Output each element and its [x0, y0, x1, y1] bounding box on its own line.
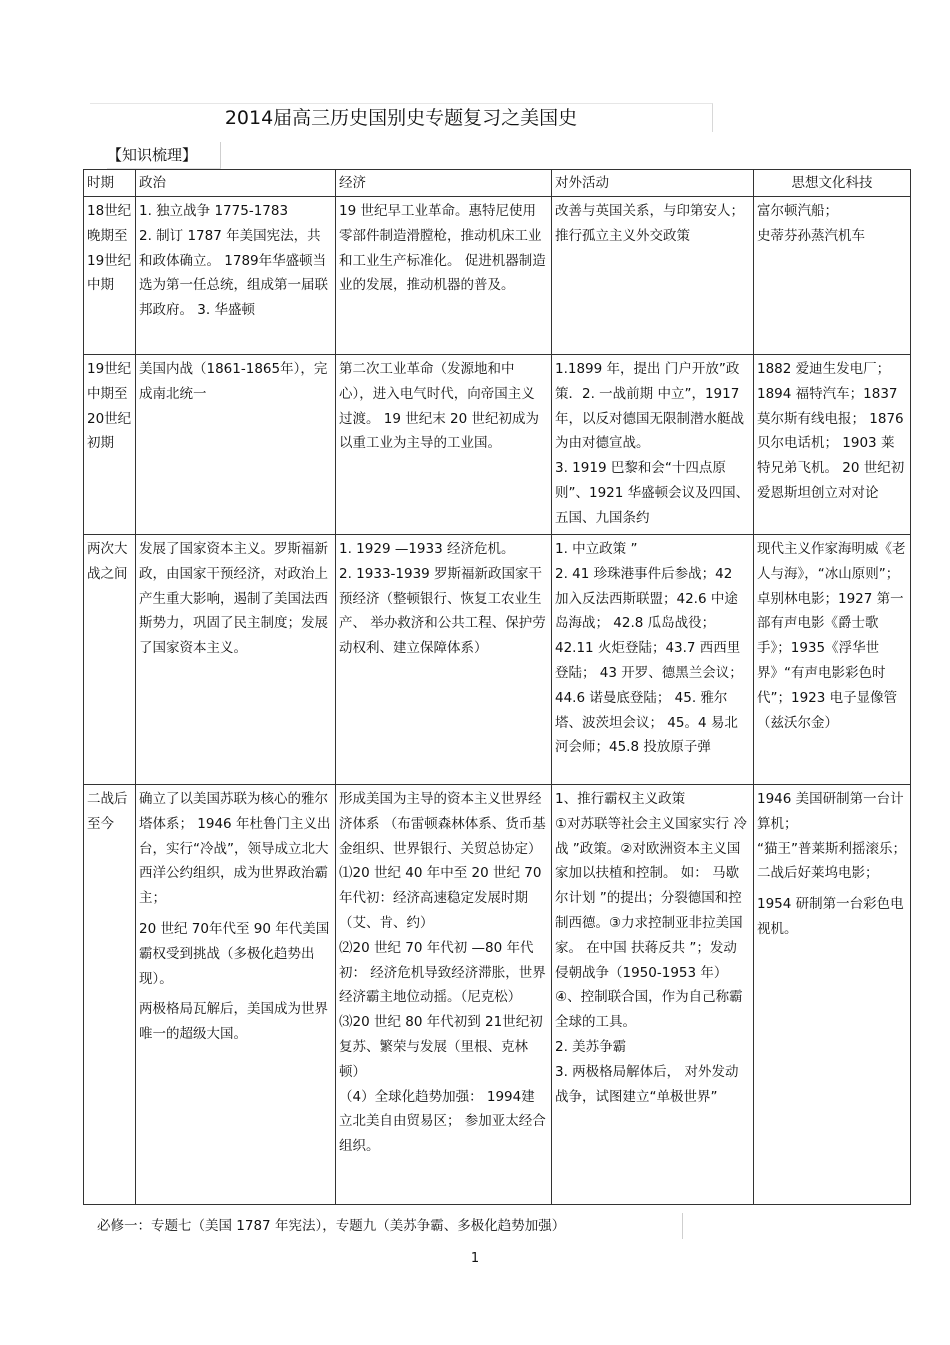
header-politics: 政治 — [136, 170, 336, 197]
cell-text: 1954 研制第一台彩色电视机。 — [757, 896, 904, 937]
period-cell: 两次大战之间 — [84, 535, 136, 785]
cell-text: 形成美国为主导的资本主义世界经济体系 （布雷顿森林体系、货币基金组织、世界银行、关贸总协定） — [339, 791, 546, 857]
cell-text: 1.1899 年，提出 门户开放”政策．2. 一战前期 中立”，1917 年，以反对德国无限制潜水艇战为由对德宣战。 — [555, 361, 744, 452]
header-economy: 经济 — [336, 170, 552, 197]
cell-text: 1946 美国研制第一台计算机； — [757, 791, 904, 832]
cell-text: 改善与英国关系，与印第安人；推行孤立主义外交政策 — [555, 203, 744, 244]
header-period: 时期 — [84, 170, 136, 197]
cell-text: 1. 中立政策 ” — [555, 541, 638, 557]
cell-text: 2. 41 珍珠港事件后参战；42 加入反法西斯联盟；42.6 中途岛海战； 42.8 瓜岛战役； 42.11 火炬登陆；43.7 西西里登陆； 43 开罗、德黑兰会议； 44.6 诺曼底登陆； 45. 雅尔塔、波茨坦会议； 45。4 易北河会师；45.8 投放原子弹 — [555, 565, 743, 756]
cell-text: 20 世纪 70年代至 90 年代美国霸权受到挑战（多极化趋势出现）。 — [139, 920, 330, 987]
cell-text: 两极格局瓦解后，美国成为世界唯一的超级大国。 — [139, 1001, 328, 1043]
period-cell: 19世纪中期至20世纪初期 — [84, 355, 136, 535]
cell-text: 确立了以美国苏联为核心的雅尔塔体系； 1946 年杜鲁门主义出台，实行“冷战”，领导成立北大西洋公约组织，成为世界政治霸主； — [139, 791, 331, 907]
header-culture: 思想文化科技 — [754, 170, 911, 197]
foreign-cell — [552, 785, 754, 1205]
table-row — [84, 197, 911, 355]
footer-note: 必修一：专题七（美国 1787 年宪法），专题九（美苏争霸、多极化趋势加强） — [97, 1213, 683, 1239]
economy-cell — [336, 355, 552, 535]
cell-text: （4）全球化趋势加强： 1994建立北美自由贸易区； 参加亚太经合组织。 — [339, 1088, 546, 1155]
cell-text: 史蒂芬孙蒸汽机车 — [757, 227, 865, 244]
culture-cell — [754, 197, 911, 355]
cell-text: ①对苏联等社会主义国家实行 冷战 ”政策。②对欧洲资本主义国家加以扶植和控制。 如： 马歇尔计划 ”的提出；分裂德国和控制西德。③力求控制亚非拉美国家。 在中国 扶蒋反共 ”；发动侵朝战争（1950-1953 年） — [555, 815, 747, 981]
cell-text: ⑴20 世纪 40 年中至 20 世纪 70 年代初：经济高速稳定发展时期（艾、肯、约） — [339, 865, 542, 931]
cell-text: 2. 制订 1787 年美国宪法，共和政体确立。 1789年华盛顿当选为第一任总统，组成第一届联邦政府。 3. 华盛顿 — [139, 227, 328, 319]
economy-cell — [336, 535, 552, 785]
cell-text: ⑶20 世纪 80 年代初到 21世纪初复苏、繁荣与发展（里根、克林顿） — [339, 1014, 543, 1080]
cell-text: “猫王”普莱斯利摇滚乐； — [757, 840, 906, 857]
page-number: 1 — [470, 1251, 480, 1266]
table-row — [84, 355, 911, 535]
cell-text: 美国内战（1861-1865年），完成南北统一 — [139, 361, 328, 402]
cell-text: 3. 两极格局解体后， 对外发动战争，试图建立“单极世界” — [555, 1063, 739, 1105]
politics-cell — [136, 535, 336, 785]
cell-text: 1、推行霸权主义政策 — [555, 791, 686, 807]
cell-text: 二战后好莱坞电影； — [757, 865, 879, 882]
politics-cell — [136, 785, 336, 1205]
foreign-cell — [552, 355, 754, 535]
page-title: 2014届高三历史国别史专题复习之美国史 — [90, 103, 713, 132]
cell-text: 1. 1929 —1933 经济危机。 — [339, 541, 515, 557]
header-foreign: 对外活动 — [552, 170, 754, 197]
period-cell: 18世纪晚期至19世纪中期 — [84, 197, 136, 355]
economy-cell — [336, 197, 552, 355]
header-row — [84, 170, 911, 197]
table-row — [84, 785, 911, 1205]
culture-cell — [754, 535, 911, 785]
cell-text: 2. 美苏争霸 — [555, 1038, 627, 1055]
foreign-cell — [552, 535, 754, 785]
cell-text: 1. 独立战争 1775-1783 — [139, 203, 289, 219]
politics-cell — [136, 197, 336, 355]
politics-cell — [136, 355, 336, 535]
culture-cell — [754, 355, 911, 535]
foreign-cell — [552, 197, 754, 355]
culture-cell — [754, 785, 911, 1205]
section-label: 【知识梳理】 — [107, 142, 221, 169]
cell-text: 19 世纪早工业革命。惠特尼使用零部件制造滑膛枪，推动机床工业和工业生产标准化。 促进机器制造业的发展，推动机器的普及。 — [339, 203, 546, 294]
table-row — [84, 535, 911, 785]
period-cell: 二战后至今 — [84, 785, 136, 1205]
cell-text: 2. 1933-1939 罗斯福新政国家干预经济（整顿银行、恢复工农业生产、 举办救济和公共工程、保护劳动权利、建立保障体系） — [339, 565, 546, 657]
cell-text: ⑵20 世纪 70 年代初 —80 年代初： 经济危机导致经济滞胀，世界经济霸主地位动摇。（尼克松） — [339, 939, 546, 1006]
cell-text: ④、控制联合国，作为自己称霸全球的工具。 — [555, 989, 743, 1031]
history-table — [83, 169, 911, 1205]
cell-text: 富尔顿汽船； — [757, 203, 838, 219]
economy-cell — [336, 785, 552, 1205]
cell-text: 现代主义作家海明威《老人与海》，“冰山原则”； 卓别林电影；1927 第一部有声电影《爵士歌手》；1935《浮华世界》“有声电影彩色时代”；1923 电子显像管（兹沃尔金） — [757, 541, 906, 731]
cell-text: 3. 1919 巴黎和会“十四点原则”、1921 华盛顿会议及四国、五国、九国条约 — [555, 460, 750, 526]
cell-text: 发展了国家资本主义。罗斯福新政，由国家干预经济，对政治上产生重大影响，遏制了美国法西斯势力，巩固了民主制度；发展了国家资本主义。 — [139, 541, 328, 657]
cell-text: 1882 爱迪生发电厂；1894 福特汽车；1837 莫尔斯有线电报； 1876 贝尔电话机； 1903 莱特兄弟飞机。 20 世纪初爱恩斯坦创立对对论 — [757, 361, 905, 501]
cell-text: 第二次工业革命（发源地和中心），进入电气时代，向帝国主义过渡。 19 世纪末 20 世纪初成为以重工业为主导的工业国。 — [339, 361, 540, 452]
